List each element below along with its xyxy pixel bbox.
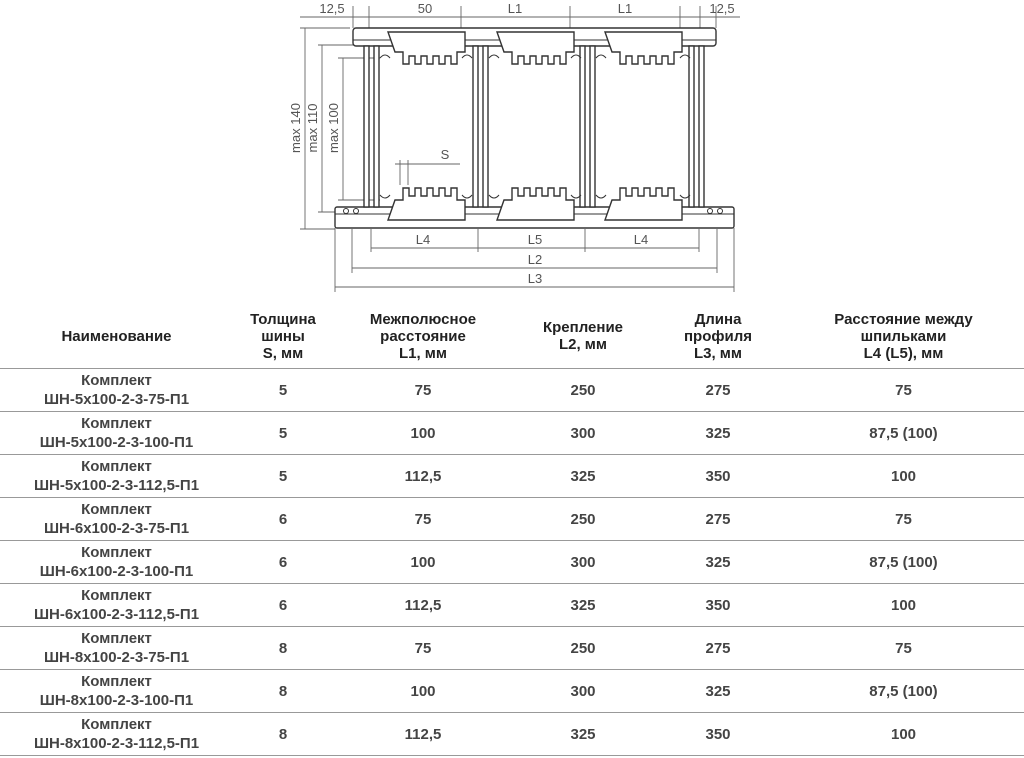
dim-max-140: max 140 [288, 103, 303, 153]
cell-l3: 325 [653, 412, 783, 455]
cell-l3: 275 [653, 369, 783, 412]
dim-50: 50 [417, 1, 433, 16]
cell-l4: 75 [783, 369, 1024, 412]
cell-name: Комплект ШН-6х100-2-3-100-П1 [0, 541, 233, 584]
cell-l2: 250 [513, 369, 653, 412]
technical-drawing [0, 0, 1024, 300]
dim-l2: L2 [527, 252, 543, 267]
header-name: Наименование [61, 327, 172, 345]
cell-l4: 100 [783, 713, 1024, 756]
cell-l1: 100 [333, 670, 513, 713]
cell-name: Комплект ШН-6х100-2-3-112,5-П1 [0, 584, 233, 627]
dim-l1-second: L1 [617, 1, 633, 16]
cell-name: Комплект ШН-5х100-2-3-112,5-П1 [0, 455, 233, 498]
table-row [0, 455, 1024, 498]
cell-l1: 100 [333, 412, 513, 455]
cell-l2: 250 [513, 627, 653, 670]
cell-l3: 350 [653, 584, 783, 627]
table-row [0, 584, 1024, 627]
cell-name: Комплект ШН-8х100-2-3-100-П1 [0, 670, 233, 713]
cell-l4: 100 [783, 455, 1024, 498]
dim-s: S [440, 147, 450, 162]
cell-s: 5 [233, 369, 333, 412]
dim-12-5-right: 12,5 [709, 1, 735, 16]
cell-l4: 75 [783, 627, 1024, 670]
cell-l4: 87,5 (100) [783, 541, 1024, 584]
cell-l3: 275 [653, 498, 783, 541]
cell-name: Комплект ШН-8х100-2-3-112,5-П1 [0, 713, 233, 756]
cell-name: Комплект ШН-5х100-2-3-75-П1 [0, 369, 233, 412]
cell-l2: 250 [513, 498, 653, 541]
dim-l4-left: L4 [415, 232, 431, 247]
cell-l3: 325 [653, 541, 783, 584]
header-stud-distance: Расстояние между шпильками L4 (L5), мм [834, 310, 973, 362]
cell-s: 8 [233, 670, 333, 713]
table-header-row [0, 304, 1024, 369]
cell-l3: 350 [653, 455, 783, 498]
cell-s: 5 [233, 412, 333, 455]
table-row [0, 541, 1024, 584]
dim-max-110: max 110 [305, 103, 320, 153]
cell-s: 6 [233, 498, 333, 541]
cell-l1: 112,5 [333, 584, 513, 627]
cell-l2: 300 [513, 670, 653, 713]
cell-l4: 75 [783, 498, 1024, 541]
cell-l1: 112,5 [333, 713, 513, 756]
cell-l1: 75 [333, 369, 513, 412]
cell-name: Комплект ШН-8х100-2-3-75-П1 [0, 627, 233, 670]
cell-l2: 325 [513, 713, 653, 756]
cell-l1: 75 [333, 498, 513, 541]
cell-l1: 75 [333, 627, 513, 670]
header-mount: Крепление L2, мм [542, 319, 624, 353]
cell-name: Комплект ШН-6х100-2-3-75-П1 [0, 498, 233, 541]
cell-l2: 300 [513, 541, 653, 584]
dim-max-100: max 100 [326, 103, 341, 153]
dim-l1-first: L1 [507, 1, 523, 16]
header-profile-length: Длина профиля L3, мм [683, 310, 752, 362]
cell-l4: 87,5 (100) [783, 412, 1024, 455]
dim-l5: L5 [527, 232, 543, 247]
cell-l1: 100 [333, 541, 513, 584]
header-pole-distance: Межполюсное расстояние L1, мм [369, 310, 477, 362]
cell-l3: 275 [653, 627, 783, 670]
table-row [0, 498, 1024, 541]
kits-table [0, 304, 1024, 756]
cell-s: 6 [233, 541, 333, 584]
cell-name: Комплект ШН-5х100-2-3-100-П1 [0, 412, 233, 455]
cell-l2: 325 [513, 584, 653, 627]
dim-l3: L3 [527, 271, 543, 286]
table-row [0, 670, 1024, 713]
table-row [0, 713, 1024, 756]
cell-l1: 112,5 [333, 455, 513, 498]
cell-l4: 100 [783, 584, 1024, 627]
cell-s: 8 [233, 713, 333, 756]
cell-l3: 325 [653, 670, 783, 713]
table-row [0, 627, 1024, 670]
dim-l4-right: L4 [633, 232, 649, 247]
cell-l3: 350 [653, 713, 783, 756]
cell-s: 8 [233, 627, 333, 670]
cell-l2: 300 [513, 412, 653, 455]
cell-s: 6 [233, 584, 333, 627]
header-thickness: Толщина шины S, мм [250, 310, 316, 362]
cell-s: 5 [233, 455, 333, 498]
table-row [0, 369, 1024, 412]
dim-12-5-left: 12,5 [319, 1, 345, 16]
table-row [0, 412, 1024, 455]
cell-l4: 87,5 (100) [783, 670, 1024, 713]
cell-l2: 325 [513, 455, 653, 498]
